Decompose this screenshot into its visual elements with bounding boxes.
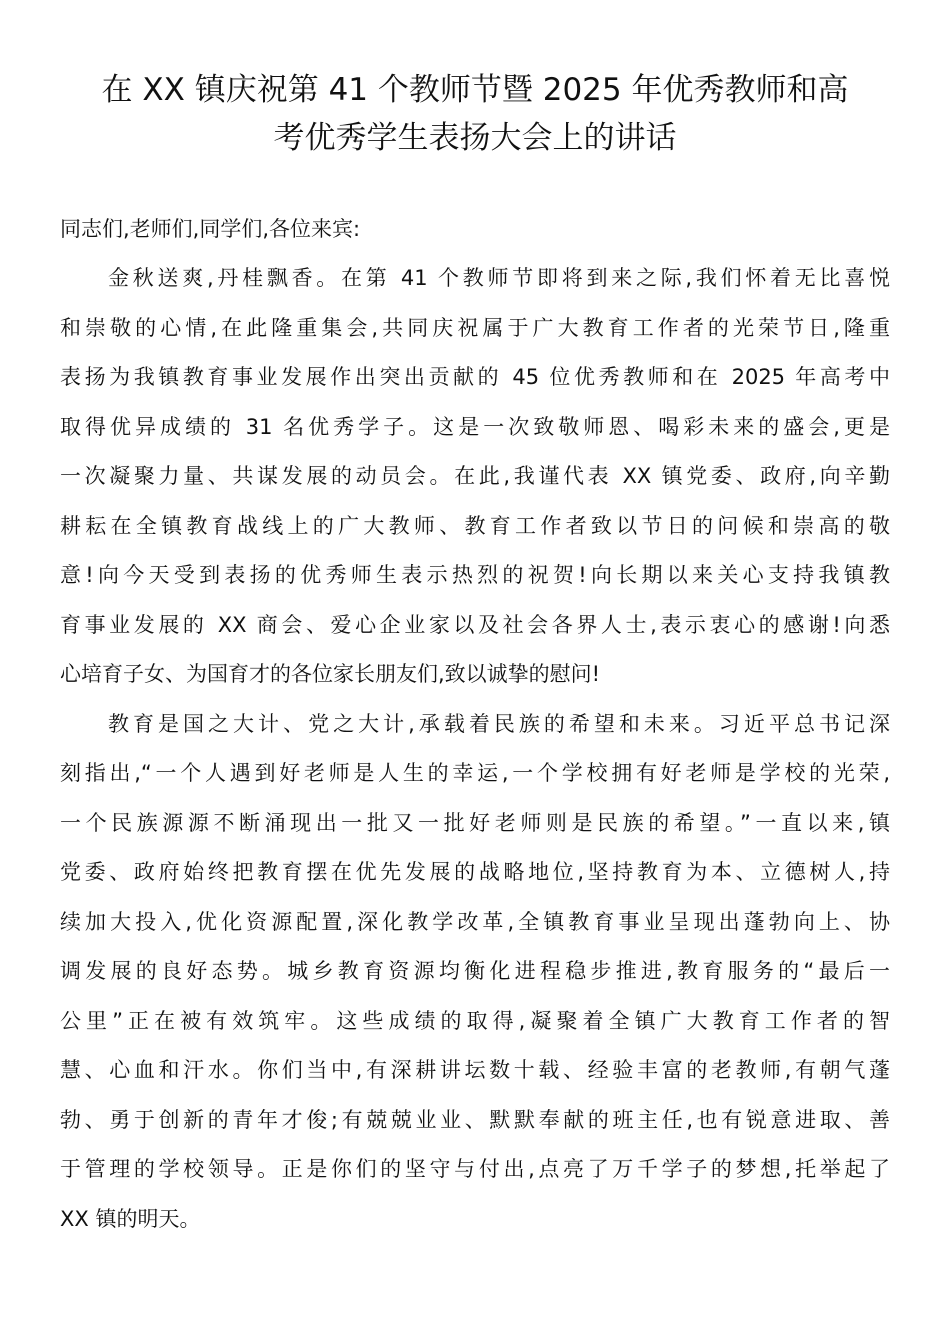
paragraph-line: 公里”正在被有效筑牢。这些成绩的取得,凝聚着全镇广大教育工作者的智 (60, 1008, 890, 1033)
paragraph-line: 心培育子女、为国育才的各位家长朋友们,致以诚挚的慰问! (60, 662, 601, 686)
document-body (60, 204, 890, 1244)
paragraph-line: 刻指出,“一个人遇到好老师是人生的幸运,一个学校拥有好老师是学校的光荣, (60, 761, 890, 785)
paragraph-2 (60, 700, 890, 1245)
paragraph-line: 耕耘在全镇教育战线上的广大教师、教育工作者致以节日的问候和崇高的敬 (60, 513, 890, 538)
paragraph-line: 教育是国之大计、党之大计,承载着民族的希望和未来。习近平总书记深 (108, 711, 890, 736)
paragraph-line: 慧、心血和汗水。你们当中,有深耕讲坛数十载、经验丰富的老教师,有朝气蓬 (60, 1058, 890, 1082)
paragraph-line: 表扬为我镇教育事业发展作出突出贡献的 45 位优秀教师和在 2025 年高考中 (60, 365, 890, 389)
paragraph-line: 勃、勇于创新的青年才俊;有兢兢业业、默默奉献的班主任,也有锐意进取、善 (60, 1107, 890, 1132)
paragraph-line: 育事业发展的 XX 商会、爱心企业家以及社会各界人士,表示衷心的感谢!向悉 (60, 612, 890, 637)
paragraph-line: 续加大投入,优化资源配置,深化教学改革,全镇教育事业呈现出蓬勃向上、协 (60, 909, 890, 934)
paragraph-line: 一次凝聚力量、共谋发展的动员会。在此,我谨代表 XX 镇党委、政府,向辛勤 (60, 464, 890, 488)
paragraph-line: 金秋送爽,丹桂飘香。在第 41 个教师节即将到来之际,我们怀着无比喜悦 (108, 266, 890, 290)
paragraph-line: XX 镇的明天。 (60, 1206, 201, 1231)
paragraph-line: 一个民族源源不断涌现出一批又一批好老师则是民族的希望。”一直以来,镇 (60, 810, 890, 835)
document-title (60, 66, 890, 162)
paragraph-line: 于管理的学校领导。正是你们的坚守与付出,点亮了万千学子的梦想,托举起了 (60, 1157, 890, 1181)
title-line: 考优秀学生表扬大会上的讲话 (273, 120, 677, 156)
salutation: 同志们,老师们,同学们,各位来宾: (60, 217, 361, 241)
paragraph-line: 取得优异成绩的 31 名优秀学子。这是一次致敬师恩、喝彩未来的盛会,更是 (60, 414, 890, 439)
paragraph-line: 调发展的良好态势。城乡教育资源均衡化进程稳步推进,教育服务的“最后一 (60, 959, 890, 983)
paragraph-line: 意!向今天受到表扬的优秀师生表示热烈的祝贺!向长期以来关心支持我镇教 (60, 563, 890, 587)
paragraph-1 (60, 254, 890, 700)
title-line: 在 XX 镇庆祝第 41 个教师节暨 2025 年优秀教师和高 (101, 72, 849, 108)
paragraph-line: 和崇敬的心情,在此隆重集会,共同庆祝属于广大教育工作者的光荣节日,隆重 (60, 315, 890, 340)
paragraph-line: 党委、政府始终把教育摆在优先发展的战略地位,坚持教育为本、立德树人,持 (60, 860, 890, 884)
